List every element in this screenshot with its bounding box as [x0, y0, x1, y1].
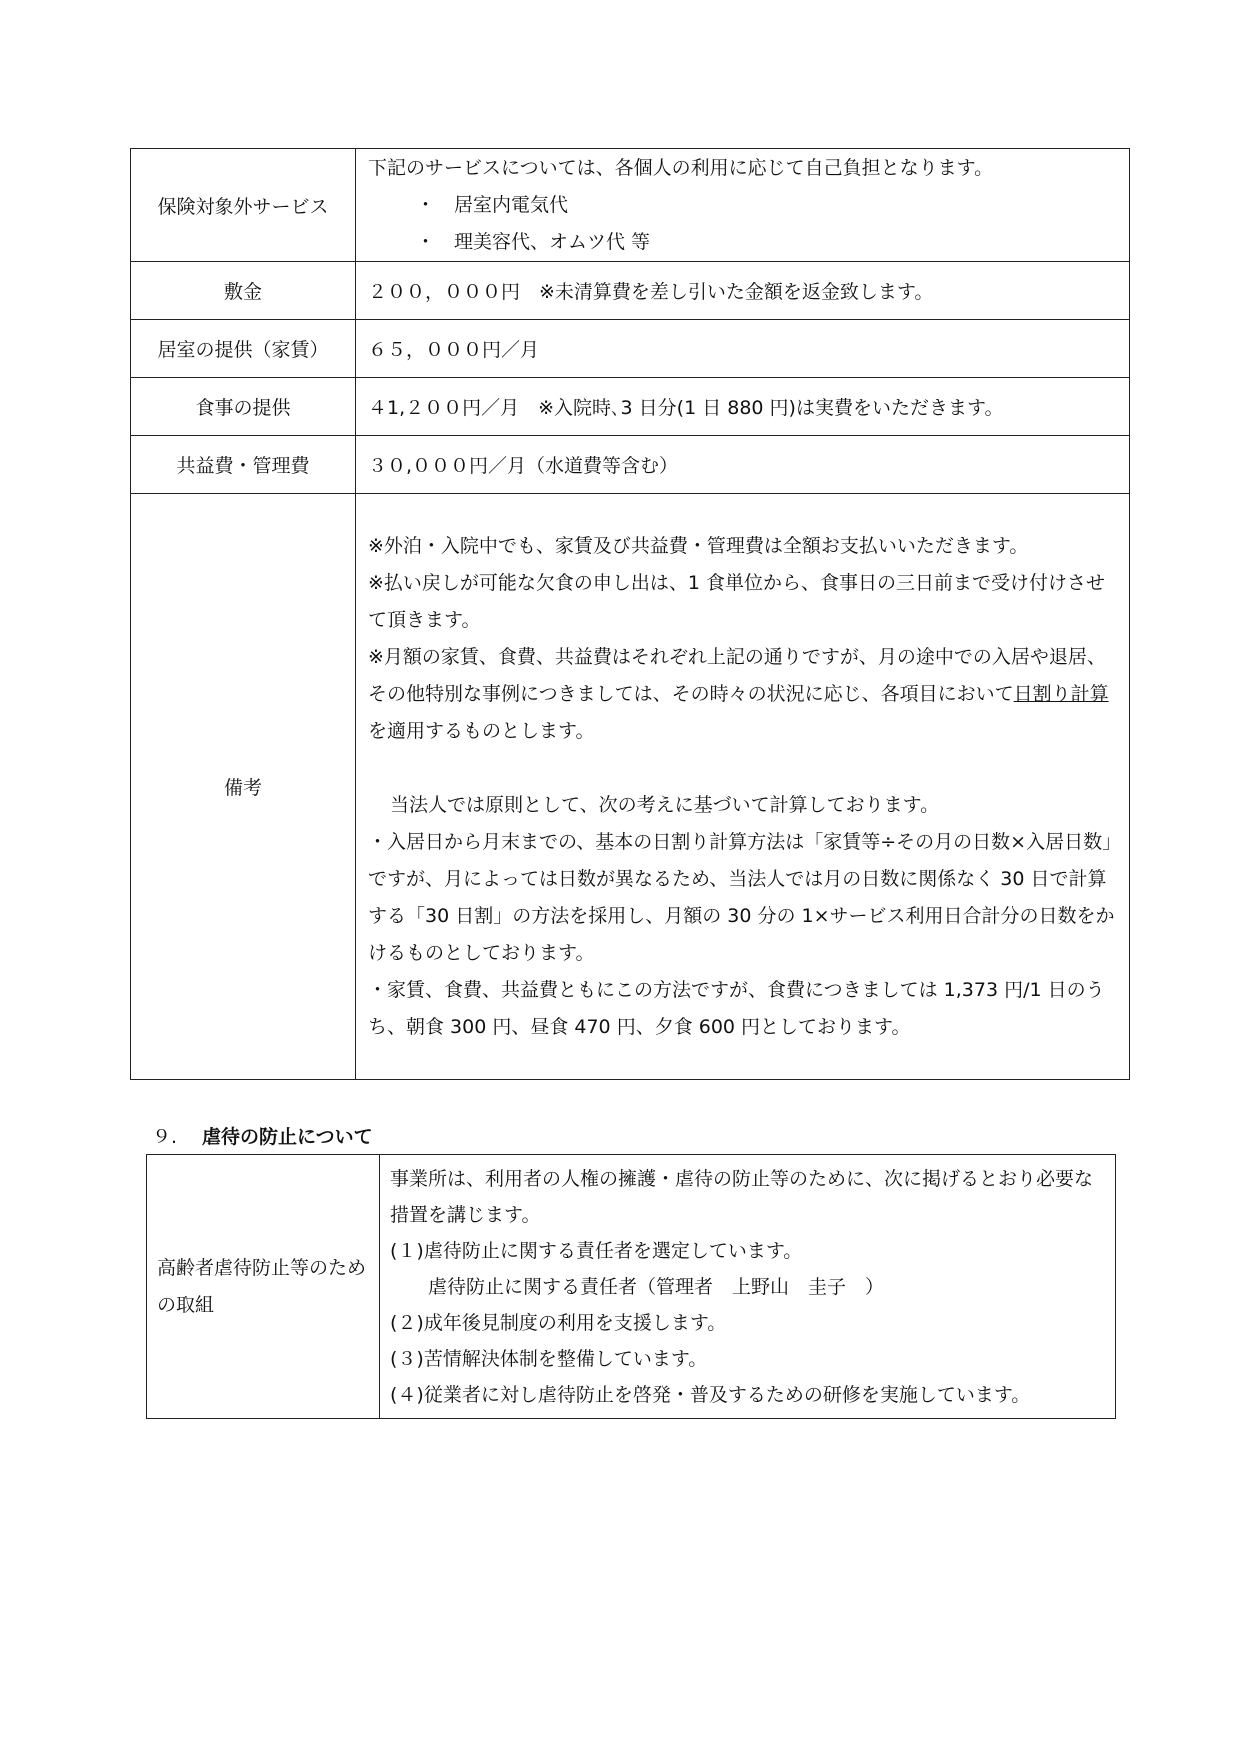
table-row: [131, 378, 1130, 436]
row-value: [356, 149, 1130, 262]
note-paragraph: ※払い戻しが可能な欠食の申し出は、1 食単位から、食事日の三日前まで受け付けさせて頂きます。: [368, 571, 1106, 631]
row-label: 居室の提供（家賃）: [131, 320, 356, 378]
list-item: (３)苦情解決体制を整備しています。: [390, 1347, 708, 1370]
row-label: 食事の提供: [131, 378, 356, 436]
underlined-term: 日割り計算: [1013, 682, 1109, 705]
list-subitem: 虐待防止に関する責任者（管理者 上野山 圭子 ）: [428, 1275, 885, 1298]
fees-table: [130, 148, 1130, 1080]
section-heading: [152, 1122, 373, 1149]
table-row: [147, 1155, 1116, 1419]
table-row: [131, 436, 1130, 494]
note-text: を適用するものとします。: [368, 719, 595, 742]
abuse-prevention-table: [146, 1154, 1116, 1419]
row-label: 敷金: [131, 262, 356, 320]
row-value: ６５，０００円／月: [356, 320, 1130, 378]
notes-label: 備考: [131, 494, 356, 1080]
section-number: ９.: [152, 1126, 178, 1148]
note-text: ※月額の家賃、食費、共益費はそれぞれ上記の通りですが、月の途中での入居や退居、その他特別な事例につきましては、その時々の状況に応じ、各項目において: [368, 645, 1106, 705]
row-value: ３０,０００円／月（水道費等含む）: [356, 436, 1130, 494]
row-bullet: ・ 理美容代、オムツ代 等: [416, 230, 651, 253]
notes-content: [356, 494, 1130, 1080]
row-label: 保険対象外サービス: [131, 149, 356, 262]
list-item: (２)成年後見制度の利用を支援します。: [390, 1311, 727, 1334]
list-item: (４)従業者に対し虐待防止を啓発・普及するための研修を実施しています。: [390, 1383, 1031, 1406]
row-bullet: ・ 居室内電気代: [416, 193, 569, 216]
table-row: [131, 262, 1130, 320]
note-paragraph: ・入居日から月末までの、基本の日割り計算方法は「家賃等÷その月の日数×入居日数」ですが、月によっては日数が異なるため、当法人では月の日数に関係なく 30 日で計算する「30 日割」の方法を採用し、月額の 30 分の 1×サービス利用日合計分の日数をかけるものとしております。: [368, 830, 1115, 964]
row-value: ４1,２００円／月 ※入院時､3 日分(1 日 880 円)は実費をいただきます。: [356, 378, 1130, 436]
row-label: 共益費・管理費: [131, 436, 356, 494]
table-row: [131, 149, 1130, 262]
blank-line: [368, 750, 1119, 787]
list-item: (１)虐待防止に関する責任者を選定しています。: [390, 1239, 803, 1262]
row-value: ２００，０００円 ※未清算費を差し引いた金額を返金致します。: [356, 262, 1130, 320]
table-row: [131, 494, 1130, 1080]
note-paragraph: ※外泊・入院中でも、家賃及び共益費・管理費は全額お支払いいただきます。: [368, 534, 1029, 557]
note-paragraph: [368, 639, 1119, 750]
row-line: 下記のサービスについては、各個人の利用に応じて自己負担となります。: [368, 156, 994, 179]
intro-text: 事業所は、利用者の人権の擁護・虐待の防止等のために、次に掲げるとおり必要な措置を講じます。: [390, 1167, 1094, 1226]
table-row: [131, 320, 1130, 378]
section-title: 虐待の防止について: [202, 1126, 373, 1148]
row-label: 高齢者虐待防止等のための取組: [147, 1155, 380, 1419]
note-paragraph: ・家賃、食費、共益費ともにこの方法ですが、食費につきましては 1,373 円/1 日のうち、朝食 300 円、昼食 470 円、夕食 600 円としております。: [368, 978, 1105, 1038]
note-paragraph: 当法人では原則として、次の考えに基づいて計算しております。: [390, 793, 940, 816]
row-value: [380, 1155, 1116, 1419]
